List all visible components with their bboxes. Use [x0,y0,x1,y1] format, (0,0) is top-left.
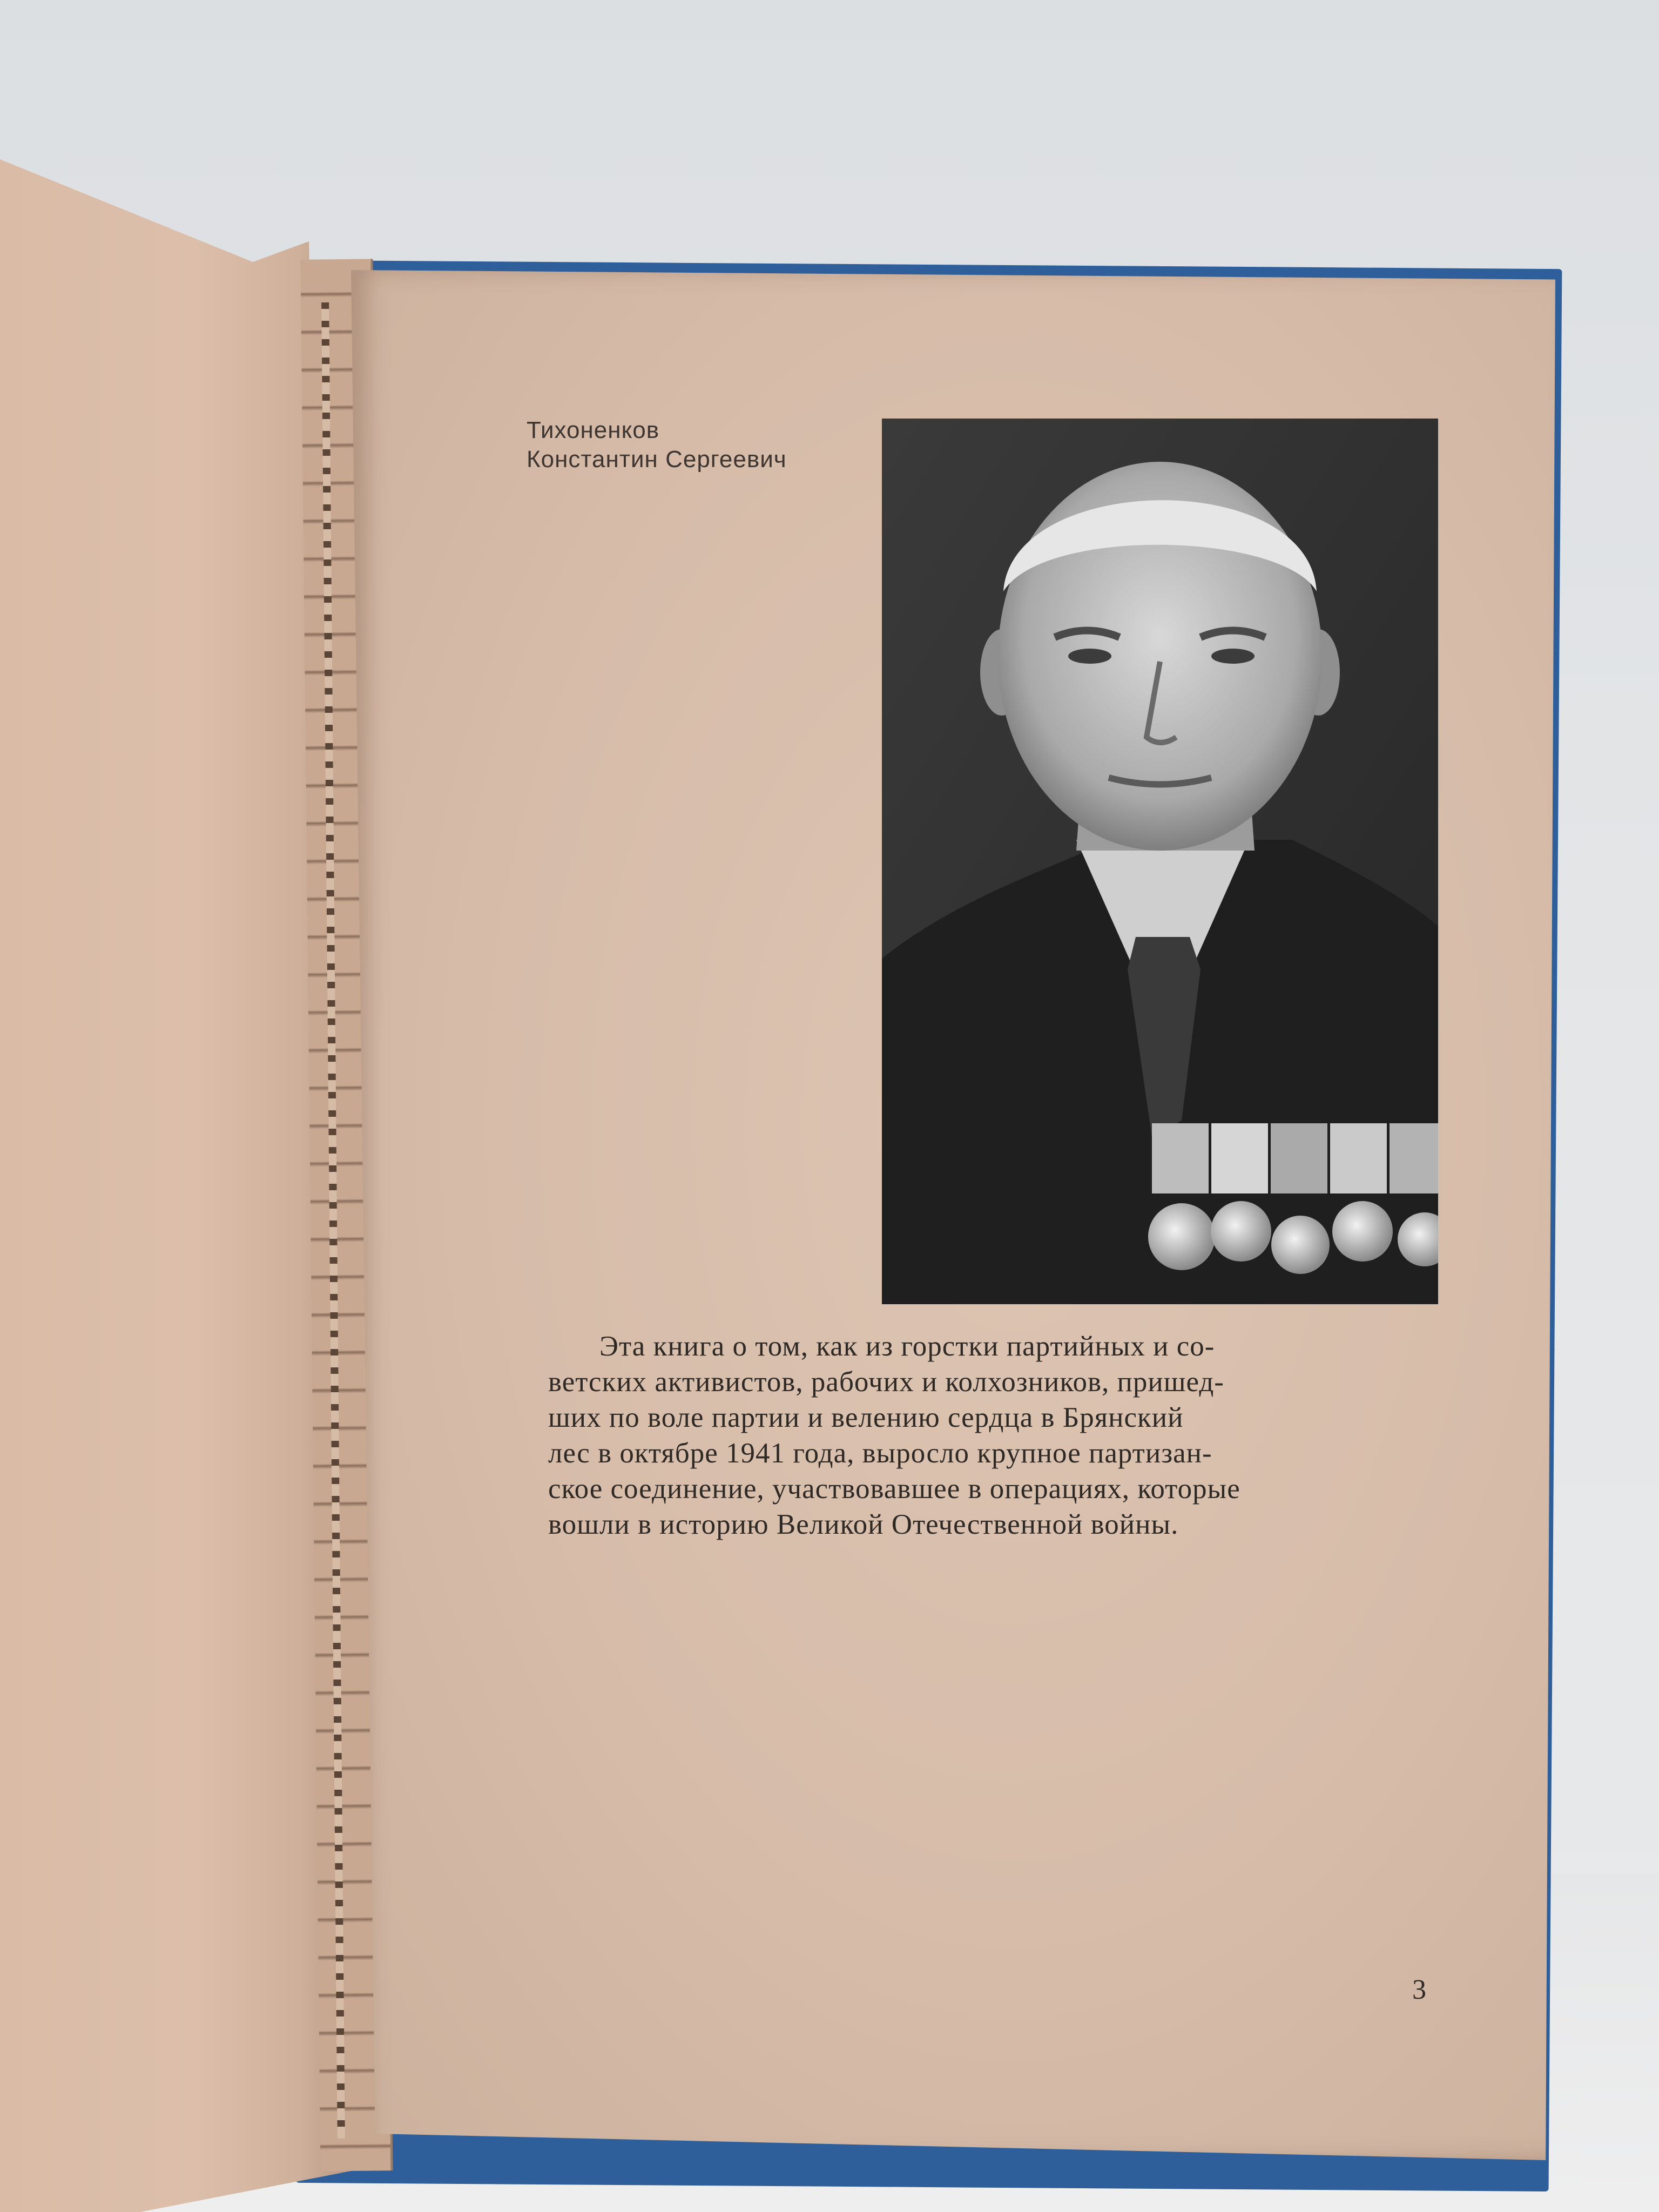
book-blurb [548,1328,1439,1542]
author-name [527,416,787,474]
page-number: 3 [1412,1974,1426,2005]
author-given-names: Константин Сергеевич [527,446,787,473]
portrait-image [882,419,1438,1304]
blurb-line: Эта книга о том, как из горстки партийных и со- [599,1331,1215,1362]
blurb-line: ское соединение, участвовавшее в операциях, которые [548,1473,1240,1505]
author-surname: Тихоненков [527,417,660,443]
blurb-line: вошли в историю Великой Отечественной войны. [548,1509,1179,1540]
blurb-line: ших по воле партии и велению сердца в Брянский [548,1402,1184,1433]
left-page [0,159,351,2212]
blurb-line: лес в октябре 1941 года, выросло крупное партизан- [548,1438,1212,1469]
blurb-line: ветских активистов, рабочих и колхозников, пришед- [548,1366,1224,1398]
author-portrait [882,419,1438,1304]
